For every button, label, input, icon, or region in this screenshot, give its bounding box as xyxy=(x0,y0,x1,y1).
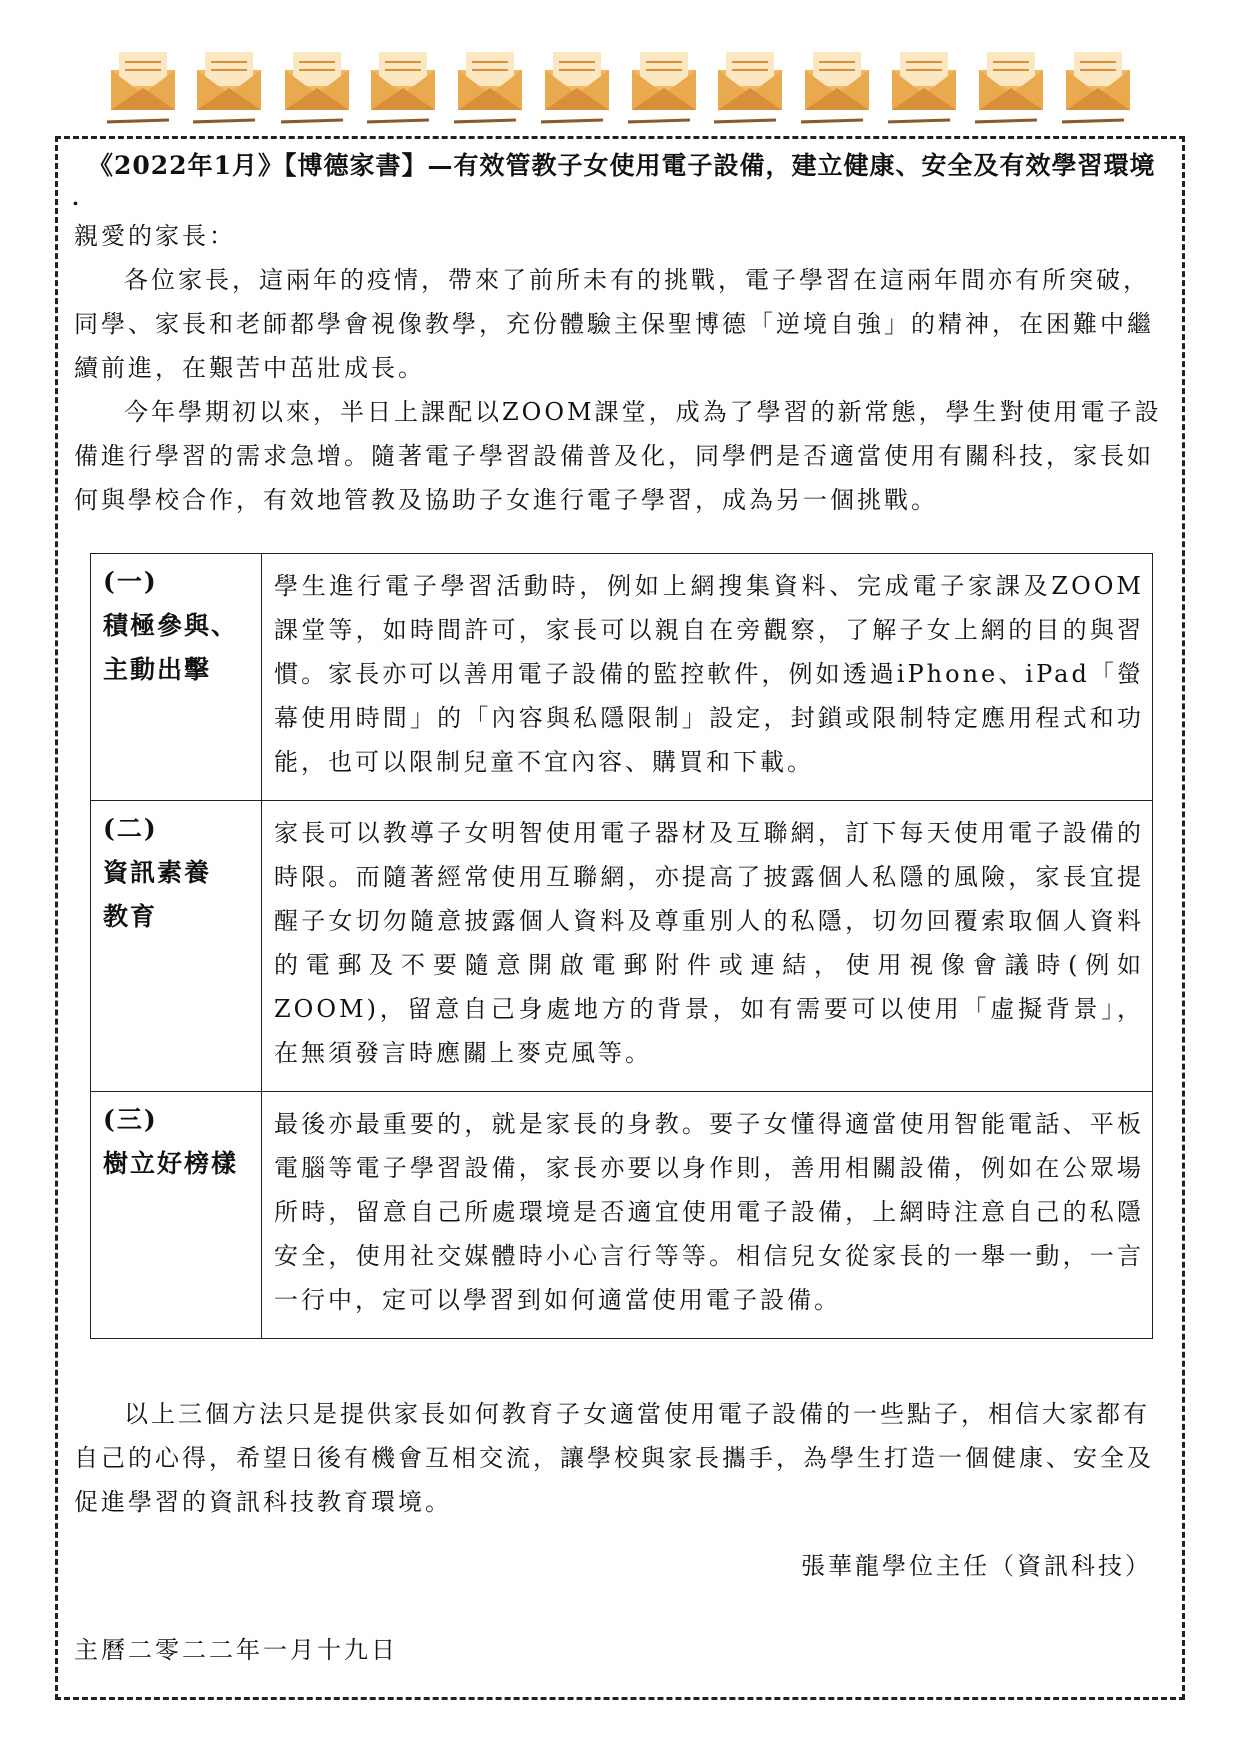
section-number: (三) xyxy=(103,1105,158,1134)
envelope-icon xyxy=(628,48,700,128)
envelope-icon xyxy=(888,48,960,128)
envelope-icon xyxy=(367,48,439,128)
envelope-icon xyxy=(801,48,873,128)
table-row xyxy=(91,801,1153,1092)
envelope-icon xyxy=(193,48,265,128)
section-heading: 積極參與、主動出擊 xyxy=(103,611,239,684)
methods-table xyxy=(90,553,1153,1339)
intro-paragraph-1: 各位家長，這兩年的疫情，帶來了前所未有的挑戰，電子學習在這兩年間亦有所突破，同學、家長和老師都學會視像教學，充份體驗主保聖博德「逆境自強」的精神，在困難中繼續前進，在艱苦中茁壯成長。 xyxy=(74,266,1154,382)
section-number: (二) xyxy=(103,814,158,843)
page-title: 《2022年1月》【博德家書】—有效管教子女使用電子設備，建立健康、安全及有效學習環境 xyxy=(88,151,1156,180)
section-body: 最後亦最重要的，就是家長的身教。要子女懂得適當使用智能電話、平板電腦等電子學習設備，家長亦要以身作則，善用相關設備，例如在公眾場所時，留意自己所處環境是否適宜使用電子設備，上網時注意自己的私隱安全，使用社交媒體時小心言行等等。相信兒女從家長的一舉一動，一言一行中，定可以學習到如何適當使用電子設備。 xyxy=(262,1092,1153,1339)
section-number: (一) xyxy=(103,567,158,596)
envelope-icon xyxy=(541,48,613,128)
envelope-icon xyxy=(107,48,179,128)
table-row xyxy=(91,554,1153,801)
section-heading: 樹立好榜樣 xyxy=(103,1149,239,1178)
section-body: 家長可以教導子女明智使用電子器材及互聯網，訂下每天使用電子設備的時限。而隨著經常使用互聯網，亦提高了披露個人私隱的風險，家長宜提醒子女切勿隨意披露個人資料及尊重別人的私隱，切勿回覆索取個人資料的電郵及不要隨意開啟電郵附件或連結，使用視像會議時(例如ZOOM)，留意自己身處地方的背景，如有需要可以使用「虛擬背景」，在無須發言時應關上麥克風等。 xyxy=(262,801,1153,1092)
section-body: 學生進行電子學習活動時，例如上網搜集資料、完成電子家課及ZOOM課堂等，如時間許可，家長可以親自在旁觀察，了解子女上網的目的與習慣。家長亦可以善用電子設備的監控軟件，例如透過iPhone、iPad「螢幕使用時間」的「內容與私隱限制」設定，封鎖或限制特定應用程式和功能，也可以限制兒童不宜內容、購買和下載。 xyxy=(262,554,1153,801)
greeting: 親愛的家長： xyxy=(74,222,236,250)
section-heading-cell xyxy=(91,1092,262,1339)
title-trailing-dot: . xyxy=(72,186,79,210)
envelope-icon xyxy=(975,48,1047,128)
section-heading-cell xyxy=(91,801,262,1092)
signature: 張華龍學位主任（資訊科技） xyxy=(801,1552,1152,1580)
section-heading: 資訊素養教育 xyxy=(103,858,212,931)
envelope-icon xyxy=(454,48,526,128)
table-row xyxy=(91,1092,1153,1339)
intro-paragraph-2: 今年學期初以來，半日上課配以ZOOM課堂，成為了學習的新常態，學生對使用電子設備進行學習的需求急增。隨著電子學習設備普及化，同學們是否適當使用有關科技，家長如何與學校合作，有效地管教及協助子女進行電子學習，成為另一個挑戰。 xyxy=(74,398,1162,514)
envelope-decoration-row xyxy=(0,48,1240,130)
section-heading-cell xyxy=(91,554,262,801)
closing-paragraph: 以上三個方法只是提供家長如何教育子女適當使用電子設備的一些點子，相信大家都有自己的心得，希望日後有機會互相交流，讓學校與家長攜手，為學生打造一個健康、安全及促進學習的資訊科技教育環境。 xyxy=(74,1400,1154,1516)
envelope-icon xyxy=(281,48,353,128)
envelope-icon xyxy=(714,48,786,128)
envelope-icon xyxy=(1062,48,1134,128)
letter-date: 主曆二零二二年一月十九日 xyxy=(74,1636,398,1664)
